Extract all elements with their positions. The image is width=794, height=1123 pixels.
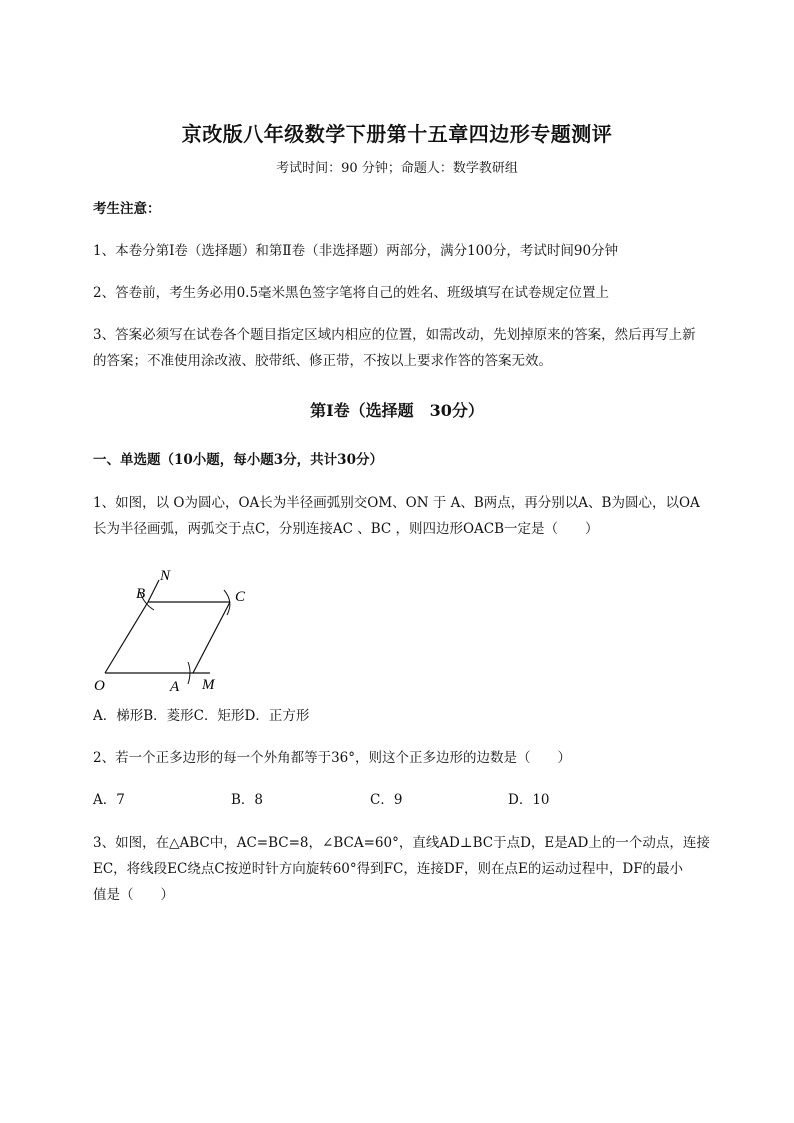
label-B: B	[136, 586, 146, 602]
notice-item-3-cont: 的答案；不准使用涂改液、胶带纸、修正带，不按以上要求作答的答案无效。	[93, 353, 552, 369]
q1-stem-line2: 长为半径画弧，两弧交于点C，分别连接AC 、BC ，则四边形OACB一定是（ ）	[93, 521, 599, 537]
q2-option-c: C．9	[370, 792, 403, 808]
q3-stem-line2: EC，将线段EC绕点C按逆时针方向旋转60°得到FC，连接DF，则在点E的运动过程中，DF的最小	[93, 861, 684, 877]
q3-stem-line1: 3、如图，在△ABC中，AC=BC=8，∠BCA=60°，直线AD⊥BC于点D，E是AD上的一个动点，连接	[93, 835, 710, 851]
section-title: 第Ⅰ卷（选择题 30分）	[310, 401, 484, 420]
page-title: 京改版八年级数学下册第十五章四边形专题测评	[181, 122, 613, 146]
q3-stem-line3: 值是（ ）	[93, 887, 174, 903]
label-O: O	[94, 678, 105, 694]
side-BN	[148, 580, 159, 602]
exam-info: 考试时间：90 分钟；命题人：数学教研组	[276, 161, 518, 176]
q2-option-b: B．8	[231, 792, 264, 808]
q1-stem-line1: 1、如图，以 O为圆心，OA长为半径画弧别交OM、ON 于 A、B两点，再分别以A、B为圆心，以OA	[93, 495, 700, 511]
label-C: C	[235, 589, 246, 605]
notice-heading: 考生注意：	[93, 201, 161, 217]
q1-figure	[88, 560, 268, 695]
notice-item-1: 1、本卷分第Ⅰ卷（选择题）和第Ⅱ卷（非选择题）两部分，满分100分，考试时间90分钟	[93, 243, 619, 259]
side-AC	[193, 602, 230, 673]
q2-stem: 2、若一个正多边形的每一个外角都等于36°，则这个正多边形的边数是（ ）	[93, 750, 572, 766]
q2-option-d: D．10	[508, 792, 550, 808]
side-OB	[105, 602, 148, 673]
label-A: A	[170, 679, 180, 695]
label-M: M	[202, 677, 215, 693]
q2-option-a: A．7	[93, 792, 125, 808]
notice-item-2: 2、答卷前，考生务必用0.5毫米黑色签字笔将自己的姓名、班级填写在试卷规定位置上	[93, 285, 610, 301]
notice-item-3: 3、答案必须写在试卷各个题目指定区域内相应的位置，如需改动，先划掉原来的答案，然后再写上新	[93, 327, 696, 343]
label-N: N	[160, 568, 171, 584]
q1-options: A．梯形B．菱形C．矩形D．正方形	[93, 708, 310, 724]
part-heading: 一、单选题（10小题，每小题3分，共计30分）	[93, 452, 383, 468]
